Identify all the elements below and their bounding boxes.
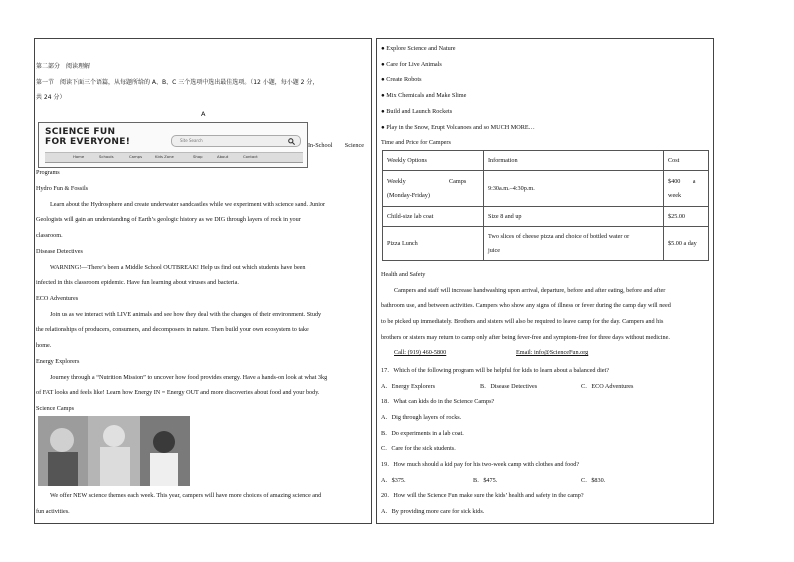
bullet-6: ● Play in the Snow, Erupt Volcanoes and so MUCH MORE…	[381, 124, 535, 131]
eco-line-3: home.	[36, 342, 52, 349]
row-weekly-camps-info: 9:30a.m.–4:30p.m.	[484, 171, 664, 207]
health-line-2: bathroom use, and between activities. Campers who show any signs of illness or fever during the camp day will need	[381, 302, 671, 309]
nav-home[interactable]: Home	[73, 154, 85, 159]
row-weekly-camps-cost: $400 a week	[664, 171, 709, 207]
nav-kids-zone[interactable]: Kids Zone	[155, 154, 174, 159]
bullet-2: ● Care for Live Animals	[381, 61, 442, 68]
camps-title: Science Camps	[36, 405, 74, 412]
health-line-3: to be picked up immediately. Brothers and sisters will also be required to leave camp for the day. Campers and his	[381, 318, 664, 325]
instructions-line-2: 共 24 分）	[36, 94, 66, 101]
question-17: 17．Which of the following program will be helpful for kids to learn about a balanced diet?	[381, 367, 610, 374]
q18-option-c: C．Care for the sick students.	[381, 445, 456, 452]
energy-title: Energy Explorers	[36, 358, 80, 365]
row-lab-coat-option: Child-size lab coat	[383, 207, 484, 227]
header-cost: Cost	[664, 151, 709, 171]
hydro-title: Hydro Fun & Fossils	[36, 185, 89, 192]
q19-option-b: B．$475.	[473, 477, 498, 484]
row-lab-coat-info: Size 8 and up	[484, 207, 664, 227]
q19-option-a: A．$375.	[381, 477, 406, 484]
search-input[interactable]: Site Search	[171, 135, 301, 147]
hydro-line-3: classroom.	[36, 232, 63, 239]
disease-line-2: infected in this classroom epidemic. Have fun learning about viruses and bacteria.	[36, 279, 239, 286]
banner-nav	[45, 152, 303, 163]
call-link[interactable]: Call: (919) 460-5800	[394, 349, 447, 356]
row-weekly-camps-option: Weekly Camps (Monday-Friday)	[383, 171, 484, 207]
camps-line-2: fun activities.	[36, 508, 70, 515]
nav-contact[interactable]: Contact	[243, 154, 258, 159]
hydro-line-2: Geologists will gain an understanding of Earth’s geologic history as we DIG through layers of rock in your	[36, 216, 301, 223]
q18-option-a: A．Dig through layers of rocks.	[381, 414, 462, 421]
nav-shop[interactable]: Shop	[193, 154, 203, 159]
question-19: 19．How much should a kid pay for his two-week camp with clothes and food?	[381, 461, 580, 468]
q19-option-c: C．$830.	[581, 477, 606, 484]
part-title: 第二部分 阅读理解	[36, 63, 91, 70]
time-price-heading: Time and Price for Campers	[381, 139, 451, 146]
header-information: Information	[484, 151, 664, 171]
row-pizza-cost: $5.00 a day	[664, 227, 709, 261]
passage-label: A	[201, 110, 206, 118]
camp-price-table	[382, 150, 709, 261]
q18-option-b: B．Do experiments in a lab coat.	[381, 430, 464, 437]
energy-line-1: Journey through a “Nutrition Mission” to uncover how food provides energy. Have a hands-on look at what 3kg	[50, 374, 328, 381]
table-row	[383, 227, 709, 261]
energy-line-2: of FAT looks and feels like! Learn how Energy IN = Energy OUT and more discoveries about food and your body.	[36, 389, 320, 396]
row-pizza-option: Pizza Lunch	[383, 227, 484, 261]
nav-about[interactable]: About	[217, 154, 229, 159]
row-lab-coat-cost: $25.00	[664, 207, 709, 227]
q17-option-a: A．Energy Explorers	[381, 383, 436, 390]
in-school-label: In-School Science	[308, 142, 365, 149]
question-18: 18．What can kids do in the Science Camps?	[381, 398, 495, 405]
email-link[interactable]: Email: info@ScienceFun.org	[516, 349, 589, 356]
bullet-4: ● Mix Chemicals and Make Slime	[381, 92, 467, 99]
health-title: Health and Safety	[381, 271, 426, 278]
instructions-line-1: 第一节 阅读下面三个语篇，从每题所给的 A、B、C 三个选项中选出最佳选项。（12 小题，每小题 2 分，	[36, 79, 319, 86]
camps-line-1: We offer NEW science themes each week. This year, campers will have more choices of amazing science and	[50, 492, 322, 499]
search-icon	[288, 138, 295, 145]
campers-photo	[38, 416, 190, 486]
health-line-1: Campers and staff will increase handwashing upon arrival, departure, before and after eating, before and after	[394, 287, 666, 294]
programs-heading: Programs	[36, 169, 60, 176]
q20-option-a: A．By providing more care for sick kids.	[381, 508, 485, 515]
eco-title: ECO Adventures	[36, 295, 79, 302]
table-row	[383, 207, 709, 227]
table-row	[383, 171, 709, 207]
eco-line-2: the relationships of producers, consumers, and decomposers in nature. Then build your own ecosystem to take	[36, 326, 309, 333]
health-line-4: brothers or sisters may return to camp only after being fever-free and symptom-free for three days without medicine.	[381, 334, 670, 341]
eco-line-1: Join us as we interact with LIVE animals and see how they deal with the changes of their environment. Study	[50, 311, 322, 318]
hydro-line-1: Learn about the Hydrosphere and create underwater sandcastles while we experiment with science sand. Junior	[50, 201, 326, 208]
science-fun-banner	[38, 122, 308, 168]
table-header-row	[383, 151, 709, 171]
nav-schools[interactable]: Schools	[99, 154, 114, 159]
bullet-5: ● Build and Launch Rockets	[381, 108, 453, 115]
q17-option-c: C．ECO Adventures	[581, 383, 634, 390]
disease-title: Disease Detectives	[36, 248, 83, 255]
nav-camps[interactable]: Camps	[129, 154, 143, 159]
bullet-3: ● Create Robots	[381, 76, 422, 83]
header-weekly-options: Weekly Options	[383, 151, 484, 171]
question-20: 20．How will the Science Fun make sure the kids’ health and safety in the camp?	[381, 492, 584, 499]
bullet-1: ● Explore Science and Nature	[381, 45, 456, 52]
site-logo[interactable]: SCIENCE FUN FOR EVERYONE!	[45, 127, 131, 147]
row-pizza-info: Two slices of cheese pizza and choice of bottled water or juice	[484, 227, 664, 261]
q17-option-b: B．Disease Detectives	[480, 383, 538, 390]
disease-line-1: WARNING!—There’s been a Middle School OUTBREAK! Help us find out which students have been	[50, 264, 306, 271]
